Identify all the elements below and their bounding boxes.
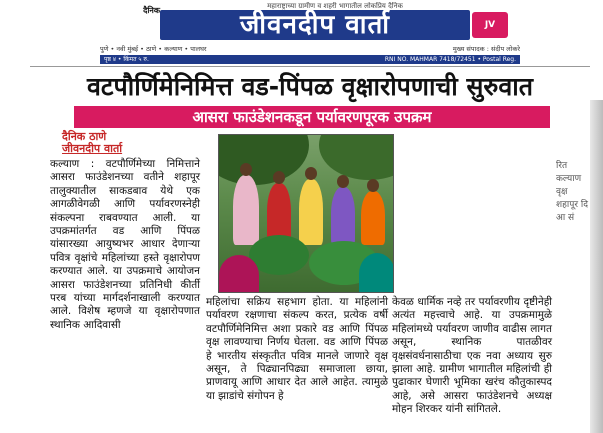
- photo-woman-head: [240, 163, 252, 176]
- edition-strip: [100, 44, 520, 54]
- column-1-text: कल्याण : वटपौर्णिमेच्या निमित्ताने आसरा फाउंडेशनच्या वतीने शहापूर तालुक्यातील साकडबाव येथे एक आगळीवेगळी आणि पर्यावरणस्नेही संकल्पना राबवण्यात आली. या उपक्रमांतर्गत वड आणि पिंपळ यांसारख्या आयुष्यभर आधार देणाऱ्या पवित्र वृक्षांचे महिलांच्या हस्ते वृक्षारोपण करण्यात आले. या उपक्रमाचे आयोजन आसरा फाउंडेशनच्या प्रतिनिधी कीर्ती परब यांच्या मार्गदर्शनाखाली करण्यात आले. विशेष म्हणजे या वृक्षारोपणात स्थानिक आदिवासी: [50, 158, 200, 331]
- page-fold: [590, 100, 603, 433]
- photo-woman: [233, 175, 259, 245]
- article-headline: वटपौर्णिमेनिमित्त वड-पिंपळ वृक्षारोपणाची सुरुवात: [87, 72, 533, 101]
- photo-woman-head: [273, 171, 285, 184]
- photo-woman-head: [367, 179, 379, 192]
- issue-info: पृष्ठ ४ • किंमत ५ रु.: [104, 56, 149, 63]
- editor-credit: मुख्य संपादक : संदीप लोकरे: [452, 45, 520, 53]
- photo-woman: [361, 191, 385, 245]
- column-3-text: केवळ धार्मिक नव्हे तर पर्यावरणीय दृष्टीनेही अत्यंत महत्त्वाचे आहे. या उपक्रमामुळे महिलांमध्ये पर्यावरण जाणीव वाढीस लागत असून, स्थानिक पातळीवर वृक्षसंवर्धनासाठीचा एक नवा अध्याय सुरु झाला आहे. ग्रामीण भागातील महिलांची ही पुढाकार घेणारी भूमिका खरंच कौतुकास्पद आहे, असे आसरा फाउंडेशनचे अध्यक्ष मोहन शिरकर यांनी सांगितले.: [392, 296, 552, 416]
- photo-woman: [219, 255, 259, 293]
- newspaper-title: [160, 10, 470, 40]
- photo-woman-head: [337, 175, 349, 188]
- column-2-text: महिलांचा सक्रिय सहभाग होता. या महिलांनी पर्यावरण रक्षणाचा संकल्प करत, प्रत्येक वर्षी वटपौर्णिमेनिमित्त अशा प्रकारे वड आणि पिंपळ वृक्ष लावण्याचा निर्णय घेतला. वड आणि पिंपळ हे भारतीय संस्कृतीत पवित्र मानले जाणारे वृक्ष असून, ते पिढ्यानपिढ्या समाजाला छाया, प्राणवायू आणि आधार देत आले आहेत. त्यामुळे या झाडांचे संगोपन हे: [206, 296, 388, 402]
- edition-cities: पुणे • नवी मुंबई • ठाणे • कल्याण • पालघर: [100, 45, 207, 53]
- newspaper-title-text: जीवनदीप वार्ता: [239, 10, 391, 40]
- photo-woman: [299, 179, 323, 245]
- dateline-paper: जीवनदीप वार्ता: [62, 142, 123, 155]
- article-column-2: [206, 296, 388, 403]
- logo-text: JV: [484, 20, 496, 30]
- article-column-3: [392, 296, 552, 417]
- adjacent-article-fragment: रित कल्याण वृक्ष शहापूर दि आ सं: [556, 161, 588, 223]
- article-subhead: आसरा फाउंडेशनकडून पर्यावरणपूरक उपक्रम: [74, 106, 550, 128]
- newspaper-logo-icon: [472, 12, 508, 38]
- photo-tree: [218, 134, 309, 185]
- article-dateline: [62, 131, 212, 155]
- dateline-place: दैनिक ठाणे: [62, 130, 107, 143]
- article-photo: [218, 134, 394, 293]
- photo-woman: [359, 253, 394, 293]
- registration-info: RNI NO. MAHMAR 7418/72451 • Postal Reg.: [384, 56, 516, 63]
- photo-tree: [319, 134, 394, 180]
- masthead-divider: [30, 66, 590, 67]
- issue-strip: [100, 55, 520, 64]
- masthead: [0, 0, 603, 66]
- masthead-dainik: दैनिक: [143, 6, 160, 15]
- article-column-1: [50, 158, 200, 332]
- photo-woman: [331, 187, 355, 245]
- masthead-tagline: महाराष्ट्राच्या ग्रामीण व शहरी भागातील लोकप्रिय दैनिक: [267, 2, 403, 10]
- photo-woman-head: [305, 167, 317, 180]
